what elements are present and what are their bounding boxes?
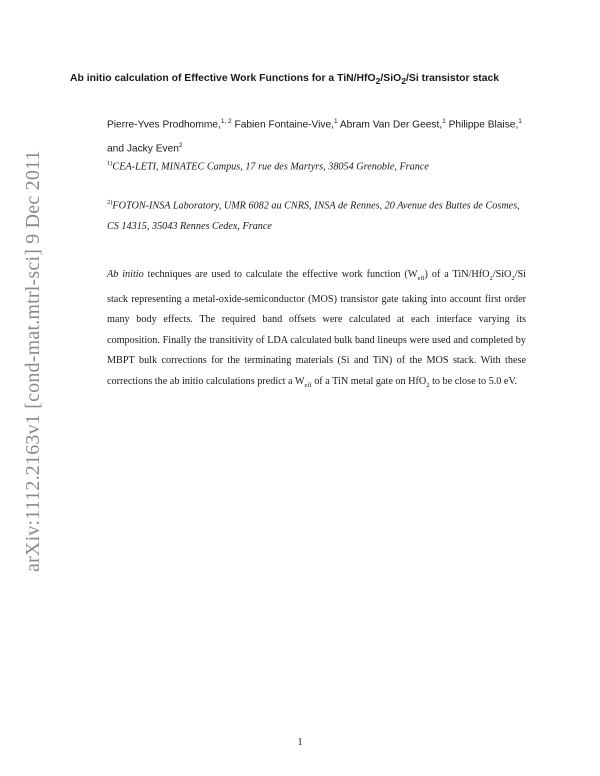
author-affiliation-mark: 1 <box>333 118 338 125</box>
author-name: Abram Van Der Geest, <box>337 119 443 131</box>
title-subscript: 2 <box>401 76 407 87</box>
title-subscript: 2 <box>375 76 381 87</box>
affiliation-mark: 2) <box>107 199 113 206</box>
affiliation-mark: 1) <box>107 160 113 167</box>
author-affiliation-mark: 2 <box>178 142 183 150</box>
title-part: /SiO <box>380 73 402 84</box>
abstract-text: /Si stack representing a metal-oxide-semiconductor (MOS) transistor gate taking into account first order many body effects. The required band offsets were calculated at each interface varying its composition. Finally the transitivity of LDA calculated bulk band lineups were used and completed by MBPT bulk corrections for the terminating materials (Si and TiN) of the MOS stack. With these corrections the ab initio calculations predict a W <box>107 269 526 387</box>
abstract-text: techniques are used to calculate the effective work function (W <box>143 269 418 280</box>
abstract <box>107 265 526 397</box>
author-affiliation-mark: 1, 2 <box>220 118 232 125</box>
title-part: Ab initio calculation of Effective Work Functions for a TiN/HfO <box>70 73 376 84</box>
affiliation-2 <box>107 192 527 237</box>
abstract-subscript: 2 <box>489 275 493 283</box>
affiliation-text: CEA-LETI, MINATEC Campus, 17 rue des Martyrs, 38054 Grenoble, France <box>112 161 429 173</box>
abstract-text: ) of a TiN/HfO <box>424 269 490 280</box>
abstract-subscript: eff <box>417 275 425 283</box>
author-name: Philippe Blaise, <box>445 119 519 131</box>
affiliation-text: FOTON-INSA Laboratory, UMR 6082 au CNRS, INSA de Rennes, 20 Avenue des Buttes de Cosmes, CS 14315, 35043 Rennes Cedex, France <box>107 200 520 233</box>
author-name: Pierre-Yves Prodhomme, <box>107 119 221 131</box>
author-name: and Jacky Even <box>107 143 179 155</box>
author-affiliation-mark: 1 <box>518 118 522 125</box>
author-affiliation-mark: 1 <box>442 118 446 125</box>
abstract-subscript: 2 <box>511 275 515 283</box>
abstract-text: to be close to 5.0 eV. <box>429 376 518 387</box>
abstract-lead: Ab initio <box>107 269 144 280</box>
page-number: 1 <box>297 737 303 748</box>
abstract-text: /SiO <box>492 269 512 280</box>
abstract-text: of a TiN metal gate on HfO <box>311 376 427 387</box>
abstract-subscript: eff <box>304 382 312 390</box>
author-name: Fabien Fontaine-Vive, <box>231 119 334 131</box>
paper-title <box>70 68 540 92</box>
affiliation-1 <box>107 153 527 177</box>
title-part: /Si transistor stack <box>406 73 500 84</box>
arxiv-identifier: arXiv:1112.2163v1 [cond-mat.mtrl-sci] 9 Dec 2011 <box>22 150 44 572</box>
abstract-subscript: 2 <box>426 382 430 390</box>
